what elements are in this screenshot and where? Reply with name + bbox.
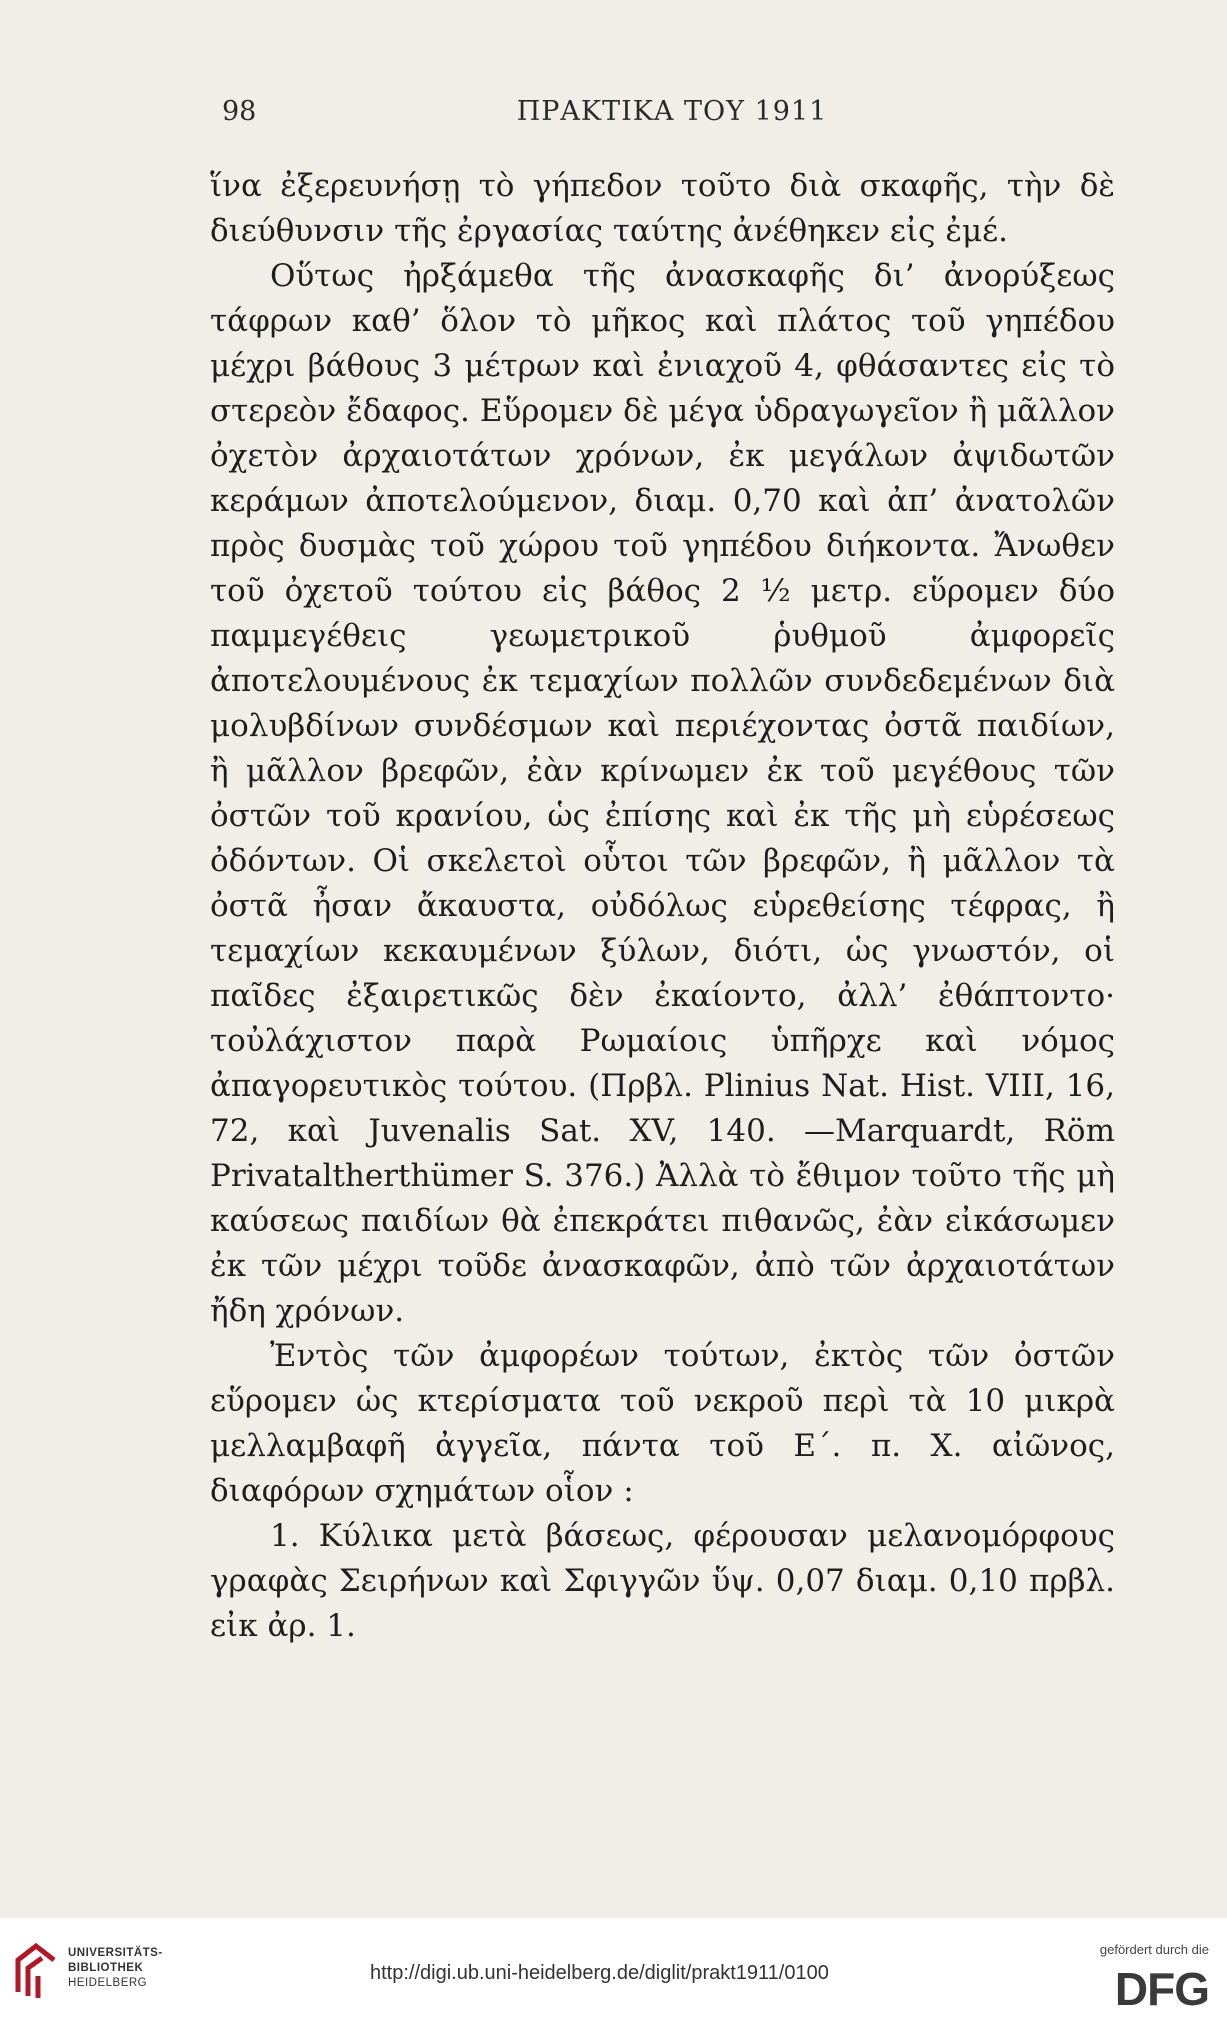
page-header	[222, 96, 1122, 136]
sponsor-note: gefördert durch die	[1099, 1942, 1209, 1957]
body-text	[210, 164, 1115, 1649]
digitization-footer	[0, 1918, 1227, 2021]
page-number: 98	[222, 96, 257, 127]
paragraph: Οὕτως ἠρξάμεθα τῆς ἀνασκαφῆς δι’ ἀνορύξεως τάφρων καθ’ ὅλον τὸ μῆκος καὶ πλάτος τοῦ γηπέδου μέχρι βάθους 3 μέτρων καὶ ἐνιαχοῦ 4, φθάσαντες εἰς τὸ στερεὸν ἔδαφος. Εὕρομεν δὲ μέγα ὑδραγωγεῖον ἢ μᾶλλον ὀχετὸν ἀρχαιοτάτων χρόνων, ἐκ μεγάλων ἀψιδωτῶν κεράμων ἀποτελούμενον, διαμ. 0,70 καὶ ἀπ’ ἀνατολῶν πρὸς δυσμὰς τοῦ χώρου τοῦ γηπέδου διήκοντα. Ἄνωθεν τοῦ ὀχετοῦ τούτου εἰς βάθος 2 ½ μετρ. εὕρομεν δύο παμμεγέθεις γεωμετρικοῦ ῥυθμοῦ ἀμφορεῖς ἀποτελουμένους ἐκ τεμαχίων πολλῶν συνδεδεμένων διὰ μολυβδίνων συνδέσμων καὶ περιέχοντας ὀστᾶ παιδίων, ἢ μᾶλλον βρεφῶν, ἐὰν κρίνωμεν ἐκ τοῦ μεγέθους τῶν ὀστῶν τοῦ κρανίου, ὡς ἐπίσης καὶ ἐκ τῆς μὴ εὑρέσεως ὀδόντων. Οἱ σκελετοὶ οὗτοι τῶν βρεφῶν, ἢ μᾶλλον τὰ ὀστᾶ ἦσαν ἄκαυστα, οὐδόλως εὑρεθείσης τέφρας, ἢ τεμαχίων κεκαυμένων ξύλων, διότι, ὡς γνωστόν, οἱ παῖδες ἐξαιρετικῶς δὲν ἐκαίοντο, ἀλλ’ ἐθάπτοντο· τοὐλάχιστον παρὰ Ρωμαίοις ὑπῆρχε καὶ νόμος ἀπαγορευτικὸς τούτου. (Πρβλ. Plinius Nat. Hist. VIII, 16, 72, καὶ Juvenalis Sat. XV, 140. —Marquardt, Röm Privataltherthümer S. 376.) Ἀλλὰ τὸ ἔθιμον τοῦτο τῆς μὴ καύσεως παιδίων θὰ ἐπεκράτει πιθανῶς, ἐὰν εἰκάσωμεν ἐκ τῶν μέχρι τοῦδε ἀνασκαφῶν, ἀπὸ τῶν ἀρχαιοτάτων ἤδη χρόνων.	[210, 258, 1115, 1329]
library-logo-icon	[14, 1940, 58, 2000]
source-url[interactable]: http://digi.ub.uni-heidelberg.de/diglit/prakt1911/0100	[370, 1962, 829, 1984]
list-item: 1. Κύλικα μετὰ βάσεως, φέρουσαν μελανομόρφους γραφὰς Σειρήνων καὶ Σφιγγῶν ὕψ. 0,07 διαμ. 0,10 πρβλ. εἰκ ἀρ. 1.	[210, 1518, 1115, 1644]
paragraph: Ἐντὸς τῶν ἀμφορέων τούτων, ἐκτὸς τῶν ὀστῶν εὕρομεν ὡς κτερίσματα τοῦ νεκροῦ περὶ τὰ 10 μικρὰ μελλαμβαφῆ ἀγγεῖα, πάντα τοῦ Ε΄. π. Χ. αἰῶνος, διαφόρων σχημάτων οἷον :	[210, 1338, 1115, 1509]
dfg-logo: DFG	[1114, 1963, 1209, 2015]
running-title: ΠΡΑΚΤΙΚΑ ΤΟΥ 1911	[516, 96, 828, 127]
library-name: UNIVERSITÄTS- BIBLIOTHEK HEIDELBERG	[68, 1947, 163, 1989]
paragraph: ἵνα ἐξερευνήσῃ τὸ γήπεδον τοῦτο διὰ σκαφῆς, τὴν δὲ διεύθυνσιν τῆς ἐργασίας ταύτης ἀνέθηκεν εἰς ἐμέ.	[210, 168, 1115, 249]
